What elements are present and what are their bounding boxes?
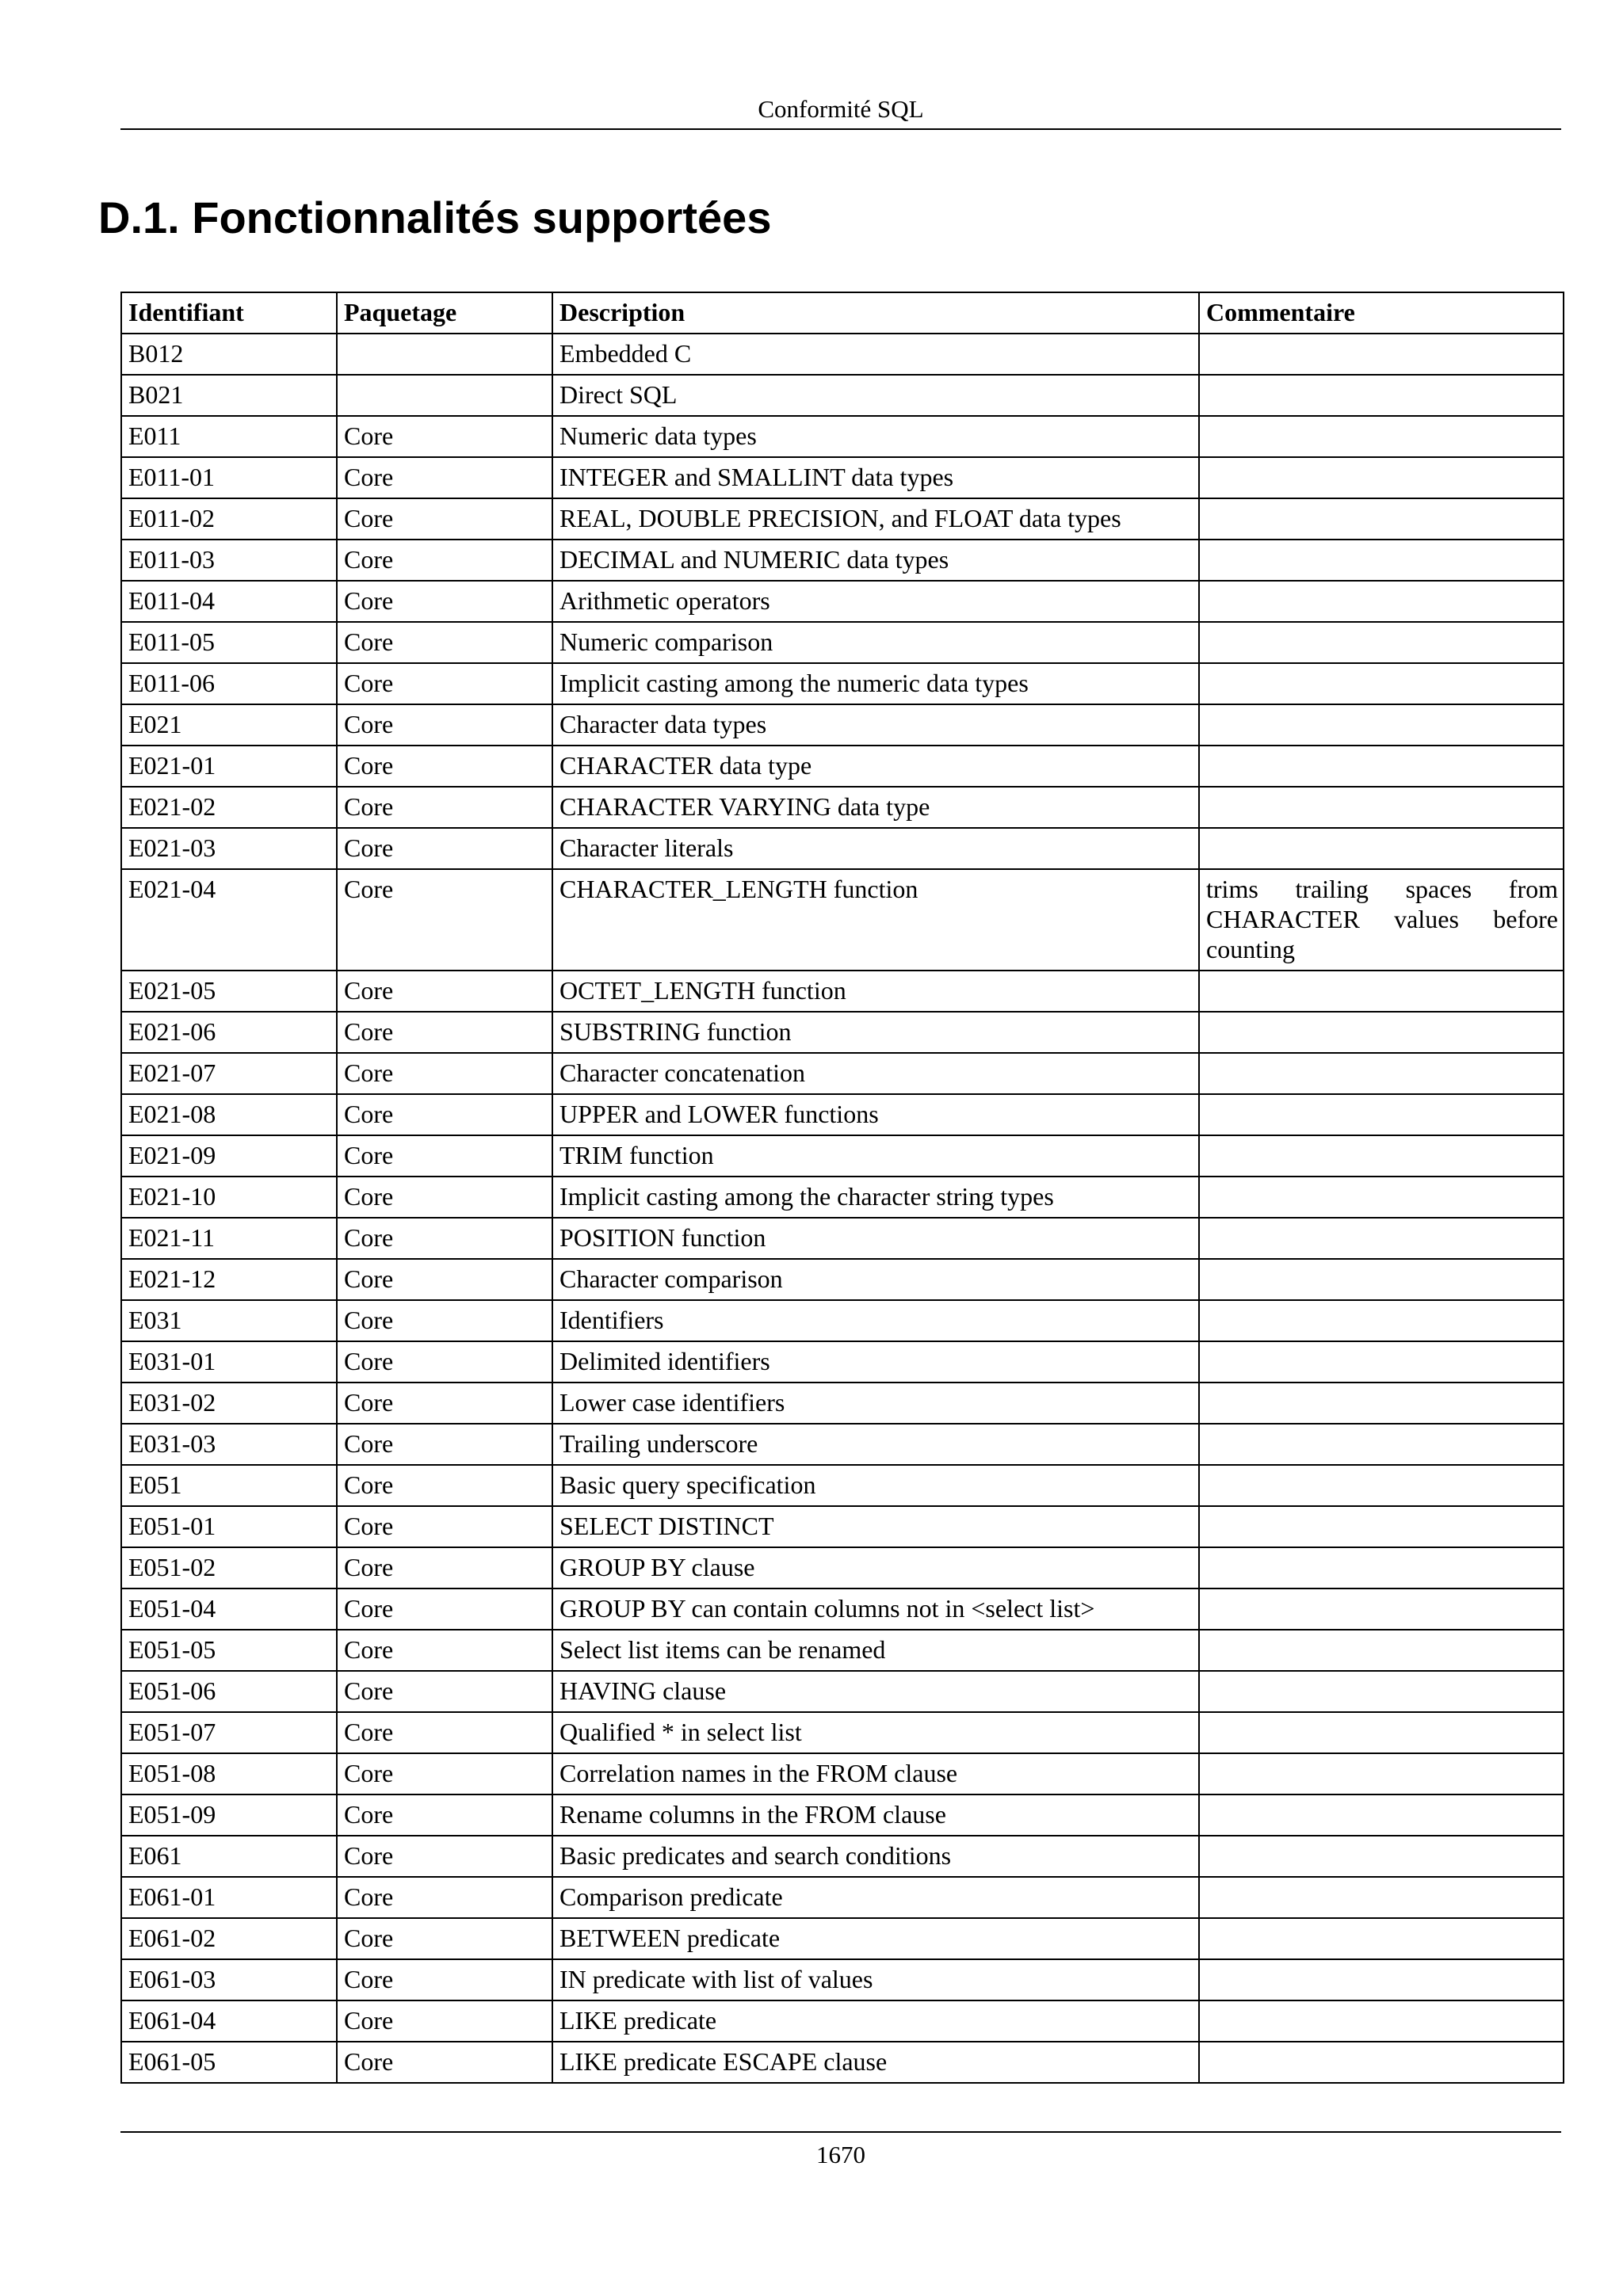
table-row xyxy=(121,1465,1564,1506)
cell-identifiant: E051-07 xyxy=(121,1712,337,1753)
cell-commentaire xyxy=(1199,1424,1564,1465)
cell-commentaire xyxy=(1199,1959,1564,2000)
cell-description: INTEGER and SMALLINT data types xyxy=(552,457,1199,498)
table-row xyxy=(121,457,1564,498)
table-row xyxy=(121,1259,1564,1300)
cell-description: Correlation names in the FROM clause xyxy=(552,1753,1199,1794)
cell-paquetage: Core xyxy=(337,2042,552,2083)
cell-paquetage: Core xyxy=(337,1753,552,1794)
cell-identifiant: E021-07 xyxy=(121,1053,337,1094)
cell-paquetage: Core xyxy=(337,787,552,828)
cell-identifiant: E011-06 xyxy=(121,663,337,704)
cell-identifiant: E011-03 xyxy=(121,540,337,581)
table-row xyxy=(121,663,1564,704)
cell-description: Trailing underscore xyxy=(552,1424,1199,1465)
cell-identifiant: E061-03 xyxy=(121,1959,337,2000)
cell-identifiant: B021 xyxy=(121,375,337,416)
cell-description: Arithmetic operators xyxy=(552,581,1199,622)
column-header-paquetage: Paquetage xyxy=(337,292,552,334)
cell-description: Implicit casting among the numeric data types xyxy=(552,663,1199,704)
cell-description: GROUP BY can contain columns not in <select list> xyxy=(552,1589,1199,1630)
table-row xyxy=(121,1177,1564,1218)
cell-paquetage: Core xyxy=(337,663,552,704)
table-row xyxy=(121,1671,1564,1712)
cell-description: Basic query specification xyxy=(552,1465,1199,1506)
cell-paquetage: Core xyxy=(337,1259,552,1300)
cell-paquetage: Core xyxy=(337,622,552,663)
cell-identifiant: E021-06 xyxy=(121,1012,337,1053)
cell-description: SELECT DISTINCT xyxy=(552,1506,1199,1547)
cell-paquetage: Core xyxy=(337,704,552,746)
cell-paquetage: Core xyxy=(337,1959,552,2000)
cell-commentaire xyxy=(1199,1383,1564,1424)
cell-paquetage: Core xyxy=(337,1794,552,1836)
cell-description: Character comparison xyxy=(552,1259,1199,1300)
cell-paquetage: Core xyxy=(337,416,552,457)
cell-commentaire xyxy=(1199,704,1564,746)
table-row xyxy=(121,1712,1564,1753)
cell-identifiant: E051-01 xyxy=(121,1506,337,1547)
cell-description: Delimited identifiers xyxy=(552,1341,1199,1383)
cell-identifiant: E021-08 xyxy=(121,1094,337,1135)
cell-commentaire xyxy=(1199,1259,1564,1300)
table-row xyxy=(121,416,1564,457)
table-row xyxy=(121,622,1564,663)
cell-identifiant: E051-06 xyxy=(121,1671,337,1712)
cell-identifiant: E061 xyxy=(121,1836,337,1877)
cell-commentaire xyxy=(1199,1300,1564,1341)
cell-paquetage: Core xyxy=(337,1877,552,1918)
table-row xyxy=(121,1918,1564,1959)
cell-commentaire: trims trailing spaces from CHARACTER values before counting xyxy=(1199,869,1564,971)
cell-description: CHARACTER VARYING data type xyxy=(552,787,1199,828)
cell-identifiant: E031-02 xyxy=(121,1383,337,1424)
cell-paquetage: Core xyxy=(337,581,552,622)
cell-paquetage: Core xyxy=(337,457,552,498)
table-row xyxy=(121,1836,1564,1877)
cell-description: Select list items can be renamed xyxy=(552,1630,1199,1671)
cell-identifiant: E021-10 xyxy=(121,1177,337,1218)
table-row xyxy=(121,1218,1564,1259)
cell-description: Character literals xyxy=(552,828,1199,869)
cell-description: Character data types xyxy=(552,704,1199,746)
cell-commentaire xyxy=(1199,1094,1564,1135)
cell-paquetage: Core xyxy=(337,1094,552,1135)
supported-features-table xyxy=(120,292,1564,2084)
cell-commentaire xyxy=(1199,1671,1564,1712)
table-row xyxy=(121,1424,1564,1465)
cell-description: UPPER and LOWER functions xyxy=(552,1094,1199,1135)
cell-paquetage: Core xyxy=(337,1135,552,1177)
column-header-description: Description xyxy=(552,292,1199,334)
cell-identifiant: E021-04 xyxy=(121,869,337,971)
table-row xyxy=(121,1053,1564,1094)
cell-paquetage: Core xyxy=(337,1424,552,1465)
cell-commentaire xyxy=(1199,1630,1564,1671)
table-header xyxy=(121,292,1564,334)
cell-identifiant: E051-04 xyxy=(121,1589,337,1630)
column-header-identifiant: Identifiant xyxy=(121,292,337,334)
cell-description: Character concatenation xyxy=(552,1053,1199,1094)
cell-paquetage: Core xyxy=(337,1547,552,1589)
cell-paquetage: Core xyxy=(337,2000,552,2042)
cell-description: TRIM function xyxy=(552,1135,1199,1177)
cell-description: Rename columns in the FROM clause xyxy=(552,1794,1199,1836)
cell-commentaire xyxy=(1199,1135,1564,1177)
table-body xyxy=(121,334,1564,2083)
table-row xyxy=(121,746,1564,787)
table-row xyxy=(121,1877,1564,1918)
cell-identifiant: E061-01 xyxy=(121,1877,337,1918)
cell-paquetage: Core xyxy=(337,1918,552,1959)
cell-paquetage: Core xyxy=(337,828,552,869)
cell-description: DECIMAL and NUMERIC data types xyxy=(552,540,1199,581)
cell-paquetage: Core xyxy=(337,1300,552,1341)
table-row xyxy=(121,1794,1564,1836)
cell-commentaire xyxy=(1199,1218,1564,1259)
footer-divider xyxy=(120,2131,1561,2133)
cell-paquetage: Core xyxy=(337,1712,552,1753)
cell-identifiant: E051 xyxy=(121,1465,337,1506)
table-row xyxy=(121,1341,1564,1383)
cell-identifiant: E061-04 xyxy=(121,2000,337,2042)
cell-commentaire xyxy=(1199,540,1564,581)
cell-commentaire xyxy=(1199,334,1564,375)
cell-identifiant: E021-01 xyxy=(121,746,337,787)
cell-commentaire xyxy=(1199,1836,1564,1877)
cell-commentaire xyxy=(1199,1506,1564,1547)
cell-commentaire xyxy=(1199,622,1564,663)
cell-identifiant: E011-05 xyxy=(121,622,337,663)
cell-paquetage: Core xyxy=(337,1589,552,1630)
cell-identifiant: E021-03 xyxy=(121,828,337,869)
cell-identifiant: E061-05 xyxy=(121,2042,337,2083)
cell-commentaire xyxy=(1199,581,1564,622)
cell-paquetage: Core xyxy=(337,1218,552,1259)
table-row xyxy=(121,1589,1564,1630)
cell-commentaire xyxy=(1199,787,1564,828)
cell-identifiant: E021-12 xyxy=(121,1259,337,1300)
cell-description: BETWEEN predicate xyxy=(552,1918,1199,1959)
cell-paquetage: Core xyxy=(337,1012,552,1053)
cell-description: HAVING clause xyxy=(552,1671,1199,1712)
table-row xyxy=(121,1959,1564,2000)
table-row xyxy=(121,2000,1564,2042)
cell-commentaire xyxy=(1199,498,1564,540)
table-row xyxy=(121,1300,1564,1341)
cell-paquetage: Core xyxy=(337,869,552,971)
cell-identifiant: E011-01 xyxy=(121,457,337,498)
cell-description: Qualified * in select list xyxy=(552,1712,1199,1753)
cell-paquetage xyxy=(337,375,552,416)
cell-identifiant: E021-09 xyxy=(121,1135,337,1177)
cell-description: LIKE predicate xyxy=(552,2000,1199,2042)
cell-identifiant: E061-02 xyxy=(121,1918,337,1959)
table-row xyxy=(121,1506,1564,1547)
cell-commentaire xyxy=(1199,1589,1564,1630)
cell-paquetage: Core xyxy=(337,1383,552,1424)
cell-commentaire xyxy=(1199,1712,1564,1753)
cell-description: CHARACTER_LENGTH function xyxy=(552,869,1199,971)
cell-identifiant: E011-02 xyxy=(121,498,337,540)
cell-identifiant: E021-05 xyxy=(121,971,337,1012)
cell-paquetage: Core xyxy=(337,1465,552,1506)
cell-identifiant: E031 xyxy=(121,1300,337,1341)
cell-identifiant: E011 xyxy=(121,416,337,457)
cell-description: REAL, DOUBLE PRECISION, and FLOAT data types xyxy=(552,498,1199,540)
cell-commentaire xyxy=(1199,457,1564,498)
column-header-commentaire: Commentaire xyxy=(1199,292,1564,334)
section-title: D.1. Fonctionnalités supportées xyxy=(98,193,772,242)
cell-description: Numeric comparison xyxy=(552,622,1199,663)
cell-paquetage: Core xyxy=(337,1836,552,1877)
table-row xyxy=(121,1012,1564,1053)
cell-paquetage xyxy=(337,334,552,375)
cell-commentaire xyxy=(1199,1918,1564,1959)
cell-paquetage: Core xyxy=(337,746,552,787)
cell-paquetage: Core xyxy=(337,1053,552,1094)
cell-identifiant: E021 xyxy=(121,704,337,746)
cell-commentaire xyxy=(1199,1177,1564,1218)
cell-commentaire xyxy=(1199,1794,1564,1836)
cell-commentaire xyxy=(1199,416,1564,457)
cell-description: Identifiers xyxy=(552,1300,1199,1341)
table-row xyxy=(121,704,1564,746)
cell-commentaire xyxy=(1199,1877,1564,1918)
cell-commentaire xyxy=(1199,746,1564,787)
cell-commentaire xyxy=(1199,1341,1564,1383)
cell-description: SUBSTRING function xyxy=(552,1012,1199,1053)
cell-paquetage: Core xyxy=(337,1630,552,1671)
cell-description: Numeric data types xyxy=(552,416,1199,457)
table-row xyxy=(121,2042,1564,2083)
cell-description: POSITION function xyxy=(552,1218,1199,1259)
cell-identifiant: E051-09 xyxy=(121,1794,337,1836)
header-divider xyxy=(120,128,1561,130)
table-row xyxy=(121,1547,1564,1589)
cell-description: Implicit casting among the character string types xyxy=(552,1177,1199,1218)
cell-description: OCTET_LENGTH function xyxy=(552,971,1199,1012)
cell-paquetage: Core xyxy=(337,498,552,540)
cell-description: CHARACTER data type xyxy=(552,746,1199,787)
cell-identifiant: E021-11 xyxy=(121,1218,337,1259)
table-row xyxy=(121,1135,1564,1177)
cell-commentaire xyxy=(1199,828,1564,869)
cell-paquetage: Core xyxy=(337,1177,552,1218)
cell-commentaire xyxy=(1199,2000,1564,2042)
table-row xyxy=(121,828,1564,869)
cell-description: Comparison predicate xyxy=(552,1877,1199,1918)
table-row xyxy=(121,1383,1564,1424)
table-row xyxy=(121,334,1564,375)
cell-identifiant: E031-03 xyxy=(121,1424,337,1465)
cell-commentaire xyxy=(1199,1465,1564,1506)
cell-commentaire xyxy=(1199,375,1564,416)
table-row xyxy=(121,581,1564,622)
table-row xyxy=(121,869,1564,971)
cell-description: Embedded C xyxy=(552,334,1199,375)
cell-commentaire xyxy=(1199,971,1564,1012)
running-header: Conformité SQL xyxy=(758,95,924,123)
cell-commentaire xyxy=(1199,1753,1564,1794)
cell-description: LIKE predicate ESCAPE clause xyxy=(552,2042,1199,2083)
cell-paquetage: Core xyxy=(337,1506,552,1547)
cell-identifiant: E051-02 xyxy=(121,1547,337,1589)
table-row xyxy=(121,375,1564,416)
cell-paquetage: Core xyxy=(337,1341,552,1383)
table-header-row xyxy=(121,292,1564,334)
cell-description: IN predicate with list of values xyxy=(552,1959,1199,2000)
cell-commentaire xyxy=(1199,1547,1564,1589)
cell-description: Lower case identifiers xyxy=(552,1383,1199,1424)
table-row xyxy=(121,971,1564,1012)
cell-identifiant: E031-01 xyxy=(121,1341,337,1383)
cell-description: Direct SQL xyxy=(552,375,1199,416)
cell-identifiant: E011-04 xyxy=(121,581,337,622)
table-row xyxy=(121,540,1564,581)
cell-paquetage: Core xyxy=(337,1671,552,1712)
cell-commentaire xyxy=(1199,1053,1564,1094)
cell-identifiant: E021-02 xyxy=(121,787,337,828)
cell-identifiant: B012 xyxy=(121,334,337,375)
cell-commentaire xyxy=(1199,2042,1564,2083)
cell-paquetage: Core xyxy=(337,540,552,581)
table-row xyxy=(121,1630,1564,1671)
cell-commentaire xyxy=(1199,1012,1564,1053)
page-number: 1670 xyxy=(816,2141,865,2168)
table-row xyxy=(121,498,1564,540)
cell-identifiant: E051-05 xyxy=(121,1630,337,1671)
table-row xyxy=(121,787,1564,828)
table-row xyxy=(121,1094,1564,1135)
table-row xyxy=(121,1753,1564,1794)
cell-commentaire xyxy=(1199,663,1564,704)
cell-description: Basic predicates and search conditions xyxy=(552,1836,1199,1877)
cell-description: GROUP BY clause xyxy=(552,1547,1199,1589)
cell-paquetage: Core xyxy=(337,971,552,1012)
cell-identifiant: E051-08 xyxy=(121,1753,337,1794)
